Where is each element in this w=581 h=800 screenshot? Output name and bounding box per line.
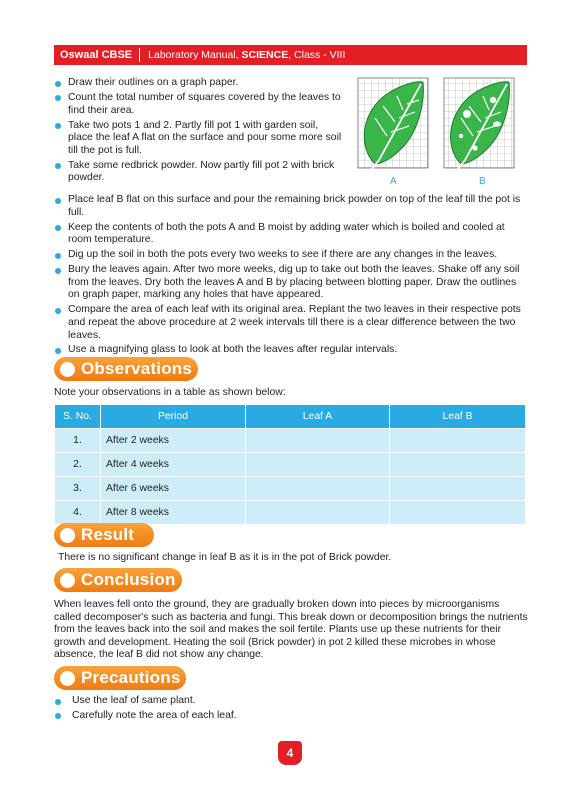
bullet-icon — [55, 713, 61, 719]
result-heading: Result — [54, 523, 154, 547]
precautions-list — [54, 695, 528, 725]
observations-table — [54, 404, 526, 525]
page-header — [54, 45, 527, 65]
bullet-icon — [55, 163, 61, 169]
list-item: Take two pots 1 and 2. Partly fill pot 1 with garden soil, place the leaf A flat on the surface and pour some more soil till the pot is full. — [54, 120, 344, 158]
header-title-suffix: , Class - VIII — [288, 49, 346, 61]
procedure-list-full — [54, 194, 528, 359]
header-title-prefix: Laboratory Manual, — [148, 49, 242, 61]
table-header-row — [55, 405, 526, 429]
conclusion-text: When leaves fell onto the ground, they are gradually broken down into pieces by microorganisms called decomposer's such as bacteria and fungi. This break down or decomposition brings the nutrients from the leaves back into the soil and makes the soil fertile. Plants use up these nutrients for their growth and development. Heating the soil (Brick powder) in pot 2 killed these microbes in whose absence, the leaf B did not show any change. — [54, 599, 528, 661]
bullet-icon — [55, 81, 61, 87]
table-row: 2. After 4 weeks — [55, 453, 526, 477]
list-item: Count the total number of squares covered by the leaves to find their area. — [54, 92, 344, 117]
heading-circle-icon — [60, 671, 75, 686]
leaf-a-graph — [358, 78, 428, 170]
page-number: 4 — [278, 741, 302, 765]
list-item: Draw their outlines on a graph paper. — [54, 77, 344, 90]
list-item: Bury the leaves again. After two more weeks, dig up to take out both the leaves. Shake off any soil from the leaves. Dry both the leaves A and B by placing between blotting paper. Draw the outlines on graph paper, marking any holes that have appeared. — [54, 264, 528, 302]
list-item: Compare the area of each leaf with its original area. Replant the two leaves in their respective pots and repeat the above procedure at 2 week intervals till there is a clear difference between the two leaves. — [54, 304, 528, 342]
observations-heading: Observations — [54, 357, 198, 381]
conclusion-heading: Conclusion — [54, 568, 182, 592]
bullet-icon — [55, 95, 61, 101]
bullet-icon — [55, 268, 61, 274]
precautions-heading: Precautions — [54, 666, 186, 690]
header-title — [140, 49, 345, 61]
column-header-sno: S. No. — [55, 405, 101, 429]
bullet-icon — [55, 699, 61, 705]
figure-label-a: A — [390, 176, 397, 187]
list-item: Use a magnifying glass to look at both the leaves after regular intervals. — [54, 344, 528, 357]
bullet-icon — [55, 198, 61, 204]
column-header-leaf-a: Leaf A — [246, 405, 390, 429]
bullet-icon — [55, 225, 61, 231]
list-item: Use the leaf of same plant. — [54, 695, 528, 708]
column-header-period: Period — [101, 405, 246, 429]
brand-name: Oswaal CBSE — [60, 49, 133, 61]
list-item: Carefully note the area of each leaf. — [54, 710, 528, 723]
bullet-icon — [55, 308, 61, 314]
result-text: There is no significant change in leaf B as it is in the pot of Brick powder. — [58, 552, 392, 563]
bullet-icon — [55, 253, 61, 259]
figure-label-b: B — [479, 176, 486, 187]
list-item: Place leaf B flat on this surface and pour the remaining brick powder on top of the leaf till the pot is full. — [54, 194, 528, 219]
list-item: Dig up the soil in both the pots every two weeks to see if there are any changes in the leaves. — [54, 249, 528, 262]
table-row: 3. After 6 weeks — [55, 477, 526, 501]
heading-circle-icon — [60, 528, 75, 543]
bullet-icon — [55, 348, 61, 354]
bullet-icon — [55, 123, 61, 129]
observations-intro: Note your observations in a table as shown below: — [54, 387, 286, 398]
header-title-subject: SCIENCE — [241, 49, 289, 61]
table-row: 4. After 8 weeks — [55, 501, 526, 525]
procedure-list-top — [54, 77, 344, 187]
list-item: Take some redbrick powder. Now partly fill pot 2 with brick powder. — [54, 160, 344, 185]
heading-circle-icon — [60, 573, 75, 588]
heading-circle-icon — [60, 362, 75, 377]
leaf-figure — [357, 76, 527, 176]
list-item: Keep the contents of both the pots A and B moist by adding water which is boiled and cooled at room temperature. — [54, 222, 528, 247]
column-header-leaf-b: Leaf B — [390, 405, 526, 429]
leaf-b-graph — [444, 78, 514, 170]
table-row: 1. After 2 weeks — [55, 429, 526, 453]
